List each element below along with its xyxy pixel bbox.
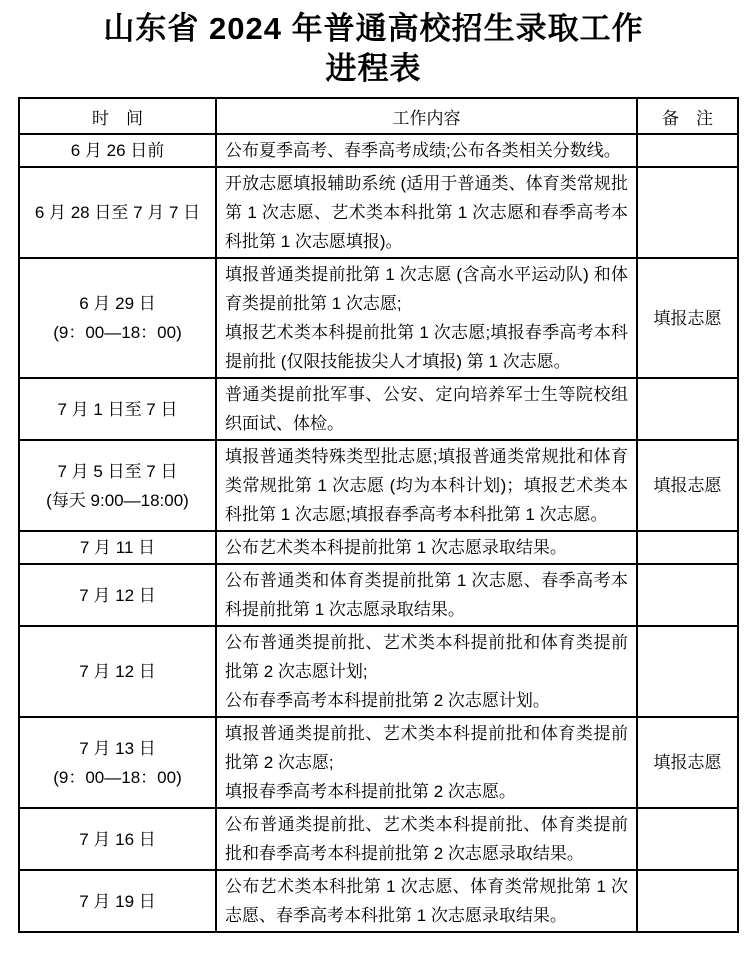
time-cell — [19, 378, 216, 440]
time-cell — [19, 870, 216, 932]
table-row — [19, 717, 738, 808]
page-title — [0, 9, 747, 89]
header-remark: 备 注 — [637, 98, 738, 134]
time-line: 7 月 12 日 — [79, 585, 156, 605]
content-cell — [216, 258, 637, 378]
content-paragraph: 公布春季高考本科提前批第 2 次志愿计划。 — [225, 691, 550, 710]
remark-cell — [637, 626, 738, 717]
content-paragraph: 公布普通类提前批、艺术类本科提前批和体育类提前批第 2 次志愿计划; — [225, 633, 628, 681]
table-row — [19, 564, 738, 626]
content-cell — [216, 167, 637, 258]
remark-cell: 填报志愿 — [637, 258, 738, 378]
content-paragraph: 填报普通类提前批、艺术类本科提前批和体育类提前批第 2 次志愿; — [225, 724, 628, 772]
page-title-line1: 山东省 2024 年普通高校招生录取工作 — [103, 11, 644, 46]
content-paragraph: 公布艺术类本科提前批第 1 次志愿录取结果。 — [225, 538, 567, 557]
time-cell — [19, 717, 216, 808]
schedule-table-body — [19, 134, 738, 932]
content-paragraph: 公布普通类和体育类提前批第 1 次志愿、春季高考本科提前批第 1 次志愿录取结果。 — [225, 571, 628, 619]
content-cell — [216, 531, 637, 564]
time-line: 7 月 13 日 — [79, 738, 156, 758]
content-paragraph: 填报艺术类本科提前批第 1 次志愿;填报春季高考本科提前批 (仅限技能拔尖人才填报) 第 1 次志愿。 — [225, 323, 628, 371]
content-cell — [216, 378, 637, 440]
time-cell — [19, 564, 216, 626]
time-line: (每天 9:00—18:00) — [46, 490, 189, 510]
content-cell — [216, 564, 637, 626]
time-line: 6 月 26 日前 — [70, 141, 165, 160]
content-cell — [216, 134, 637, 167]
time-line: 7 月 1 日至 7 日 — [57, 399, 178, 419]
time-line: (9：00—18：00) — [53, 323, 182, 342]
content-cell — [216, 626, 637, 717]
content-cell — [216, 808, 637, 870]
time-line: 7 月 11 日 — [79, 538, 156, 557]
content-paragraph: 填报普通类特殊类型批志愿;填报普通类常规批和体育类常规批第 1 次志愿 (均为本科计划)；填报艺术类本科批第 1 次志愿;填报春季高考本科批第 1 次志愿。 — [225, 447, 628, 524]
content-paragraph: 填报春季高考本科提前批第 2 次志愿。 — [225, 782, 516, 801]
time-cell — [19, 808, 216, 870]
time-line: 7 月 19 日 — [79, 891, 156, 911]
time-line: 6 月 28 日至 7 月 7 日 — [34, 203, 201, 222]
remark-cell: 填报志愿 — [637, 440, 738, 531]
content-paragraph: 普通类提前批军事、公安、定向培养军士生等院校组织面试、体检。 — [225, 385, 628, 433]
page-title-line2: 进程表 — [325, 51, 422, 86]
content-paragraph: 公布艺术类本科批第 1 次志愿、体育类常规批第 1 次志愿、春季高考本科批第 1 次志愿录取结果。 — [225, 877, 628, 925]
table-row — [19, 167, 738, 258]
remark-cell — [637, 531, 738, 564]
remark-cell — [637, 134, 738, 167]
remark-cell — [637, 167, 738, 258]
table-row — [19, 626, 738, 717]
table-row — [19, 870, 738, 932]
content-cell — [216, 440, 637, 531]
remark-cell — [637, 378, 738, 440]
time-line: 7 月 5 日至 7 日 — [57, 461, 178, 481]
header-content: 工作内容 — [216, 98, 637, 134]
time-line: (9：00—18：00) — [53, 767, 182, 787]
content-paragraph: 填报普通类提前批第 1 次志愿 (含高水平运动队) 和体育类提前批第 1 次志愿; — [225, 265, 628, 313]
time-line: 7 月 16 日 — [79, 829, 156, 849]
content-paragraph: 开放志愿填报辅助系统 (适用于普通类、体育类常规批第 1 次志愿、艺术类本科批第 1 次志愿和春季高考本科批第 1 次志愿填报)。 — [225, 174, 628, 251]
time-cell — [19, 626, 216, 717]
table-row — [19, 808, 738, 870]
remark-cell — [637, 564, 738, 626]
content-cell — [216, 870, 637, 932]
time-cell — [19, 440, 216, 531]
content-paragraph: 公布夏季高考、春季高考成绩;公布各类相关分数线。 — [225, 141, 621, 160]
table-row — [19, 134, 738, 167]
time-line: 7 月 12 日 — [79, 662, 156, 681]
header-time: 时 间 — [19, 98, 216, 134]
time-cell — [19, 167, 216, 258]
content-cell — [216, 717, 637, 808]
time-cell — [19, 531, 216, 564]
schedule-table — [18, 97, 739, 933]
time-cell — [19, 258, 216, 378]
time-cell — [19, 134, 216, 167]
table-row — [19, 378, 738, 440]
table-row — [19, 258, 738, 378]
remark-cell — [637, 870, 738, 932]
content-paragraph: 公布普通类提前批、艺术类本科提前批、体育类提前批和春季高考本科提前批第 2 次志愿录取结果。 — [225, 815, 628, 863]
remark-cell — [637, 808, 738, 870]
time-line: 6 月 29 日 — [79, 294, 156, 313]
remark-cell: 填报志愿 — [637, 717, 738, 808]
table-row — [19, 531, 738, 564]
table-row — [19, 440, 738, 531]
header-row — [19, 98, 738, 134]
